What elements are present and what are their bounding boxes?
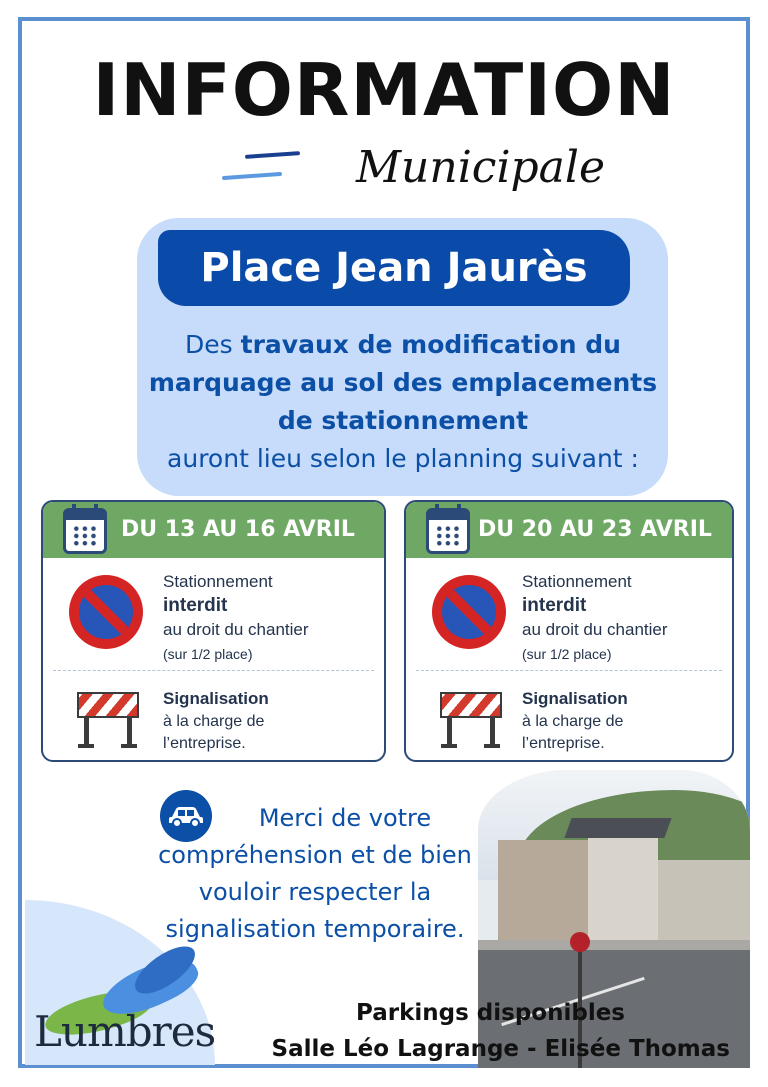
parking-notice — [522, 570, 734, 666]
description-bold: travaux de modification du marquage au sol des emplacements de stationnement — [148, 330, 658, 435]
signal-notice — [522, 688, 732, 755]
signal-line: l’entreprise. — [522, 735, 605, 752]
poster-title: INFORMATION — [92, 48, 676, 132]
location-banner — [158, 230, 630, 306]
signal-notice — [163, 688, 373, 755]
card-header — [43, 502, 384, 558]
poster-subtitle: Municipale — [356, 142, 606, 193]
signal-line: à la charge de — [522, 713, 624, 730]
parkings-info — [230, 995, 750, 1067]
calendar-icon — [426, 508, 470, 554]
works-description — [138, 326, 668, 478]
schedule-card-2 — [404, 500, 734, 762]
parking-line: Stationnement — [522, 572, 632, 591]
parking-small: (sur 1/2 place) — [522, 646, 612, 662]
divider — [53, 670, 374, 671]
parking-small: (sur 1/2 place) — [163, 646, 253, 662]
card-date: DU 20 AU 23 AVRIL — [478, 517, 712, 542]
parking-line: Stationnement — [163, 572, 273, 591]
logo-text: Lumbres — [34, 1007, 216, 1056]
description-outro: auront lieu selon le planning suivant : — [167, 444, 639, 473]
signal-bold: Signalisation — [522, 689, 628, 708]
parking-notice — [163, 570, 378, 666]
parking-bold: interdit — [163, 595, 228, 616]
calendar-icon — [63, 508, 107, 554]
parkings-names: Salle Léo Lagrange - Elisée Thomas — [271, 1036, 730, 1062]
card-date: DU 13 AU 16 AVRIL — [121, 517, 355, 542]
signal-line: l’entreprise. — [163, 735, 246, 752]
location-name: Place Jean Jaurès — [200, 245, 588, 291]
parkings-title: Parkings disponibles — [355, 1000, 625, 1026]
parking-bold: interdit — [522, 595, 587, 616]
card-header — [406, 502, 732, 558]
signal-line: à la charge de — [163, 713, 265, 730]
parking-line: au droit du chantier — [163, 620, 309, 639]
road-barrier-icon — [77, 688, 139, 750]
thanks-message: Merci de votre compréhension et de bien vouloir respecter la signalisation temporaire. — [158, 804, 472, 943]
schedule-card-1 — [41, 500, 386, 762]
no-parking-icon — [432, 575, 506, 649]
signal-bold: Signalisation — [163, 689, 269, 708]
road-barrier-icon — [440, 688, 502, 750]
description-intro: Des — [185, 330, 241, 359]
divider — [416, 670, 722, 671]
parking-line: au droit du chantier — [522, 620, 668, 639]
town-logo — [30, 955, 216, 1065]
no-parking-icon — [69, 575, 143, 649]
